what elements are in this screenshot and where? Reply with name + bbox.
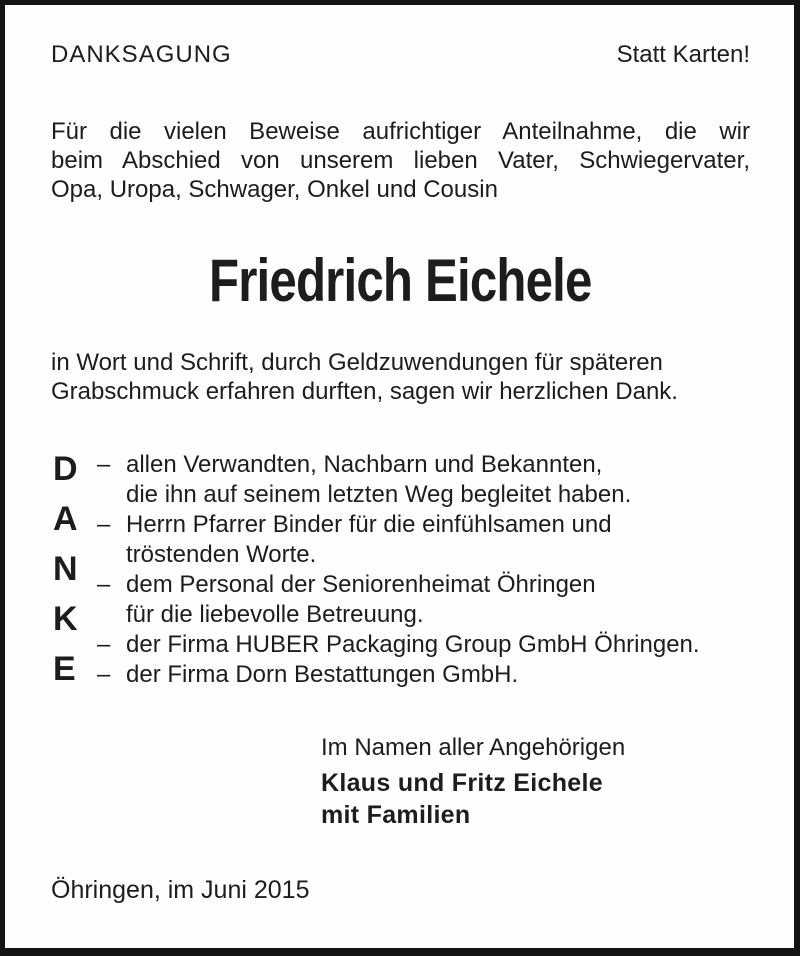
intro-line: beim Abschied von unserem lieben Vater, Schwiegervater, bbox=[51, 147, 750, 174]
deceased-name bbox=[51, 246, 750, 316]
danke-letter: N bbox=[53, 550, 78, 588]
list-item-continuation bbox=[97, 480, 750, 510]
intro-line: Opa, Uropa, Schwager, Onkel und Cousin bbox=[51, 176, 498, 203]
danke-letter: K bbox=[53, 600, 78, 638]
thanks-paragraph bbox=[51, 348, 750, 406]
danke-letter: E bbox=[53, 650, 76, 688]
deceased-name-text: Friedrich Eichele bbox=[209, 247, 592, 314]
intro-paragraph bbox=[51, 117, 750, 204]
dash-bullet: – bbox=[97, 631, 111, 658]
thanks-line: in Wort und Schrift, durch Geldzuwendungen für späteren bbox=[51, 349, 663, 376]
section-label: DANKSAGUNG bbox=[51, 41, 232, 68]
notice-card bbox=[5, 5, 794, 948]
list-item bbox=[97, 450, 750, 480]
danke-letter: D bbox=[53, 450, 78, 488]
dash-spacer bbox=[97, 540, 126, 570]
list-item-text: dem Personal der Seniorenheimat Öhringen bbox=[126, 571, 596, 598]
list-item-text: der Firma Dorn Bestattungen GmbH. bbox=[126, 661, 519, 688]
thanks-list bbox=[97, 450, 750, 690]
list-item-continuation bbox=[97, 600, 750, 630]
dash-bullet: – bbox=[97, 661, 111, 688]
list-item-text: allen Verwandten, Nachbarn und Bekannten, bbox=[126, 451, 603, 478]
danke-acronym bbox=[51, 450, 97, 690]
list-item bbox=[97, 660, 750, 690]
signature-names: Klaus und Fritz Eichele bbox=[321, 769, 603, 797]
list-item-text: die ihn auf seinem letzten Weg begleitet haben. bbox=[126, 481, 632, 508]
danke-letter: A bbox=[53, 500, 78, 538]
dash-bullet: – bbox=[97, 571, 111, 598]
list-item-text: Herrn Pfarrer Binder für die einfühlsamen und bbox=[126, 511, 612, 538]
dash-bullet: – bbox=[97, 451, 111, 478]
dash-bullet: – bbox=[97, 511, 111, 538]
intro-line: Für die vielen Beweise aufrichtiger Anteilnahme, die wir bbox=[51, 118, 750, 145]
thanks-line: Grabschmuck erfahren durften, sagen wir herzlichen Dank. bbox=[51, 378, 678, 405]
signature-suffix: mit Familien bbox=[321, 801, 471, 829]
list-item bbox=[97, 510, 750, 540]
list-item bbox=[97, 570, 750, 600]
danke-section bbox=[51, 450, 750, 690]
signature-block bbox=[51, 733, 750, 831]
header-row bbox=[51, 41, 750, 69]
place-date: Öhringen, im Juni 2015 bbox=[51, 876, 310, 904]
dash-spacer bbox=[97, 480, 126, 510]
signature-intro: Im Namen aller Angehörigen bbox=[321, 734, 626, 761]
list-item-text: der Firma HUBER Packaging Group GmbH Öhringen. bbox=[126, 631, 700, 658]
list-item bbox=[97, 630, 750, 660]
list-item-text: für die liebevolle Betreuung. bbox=[126, 601, 424, 628]
dash-spacer bbox=[97, 600, 126, 630]
list-item-text: tröstenden Worte. bbox=[126, 541, 317, 568]
statt-karten-note: Statt Karten! bbox=[616, 41, 750, 68]
list-item-continuation bbox=[97, 540, 750, 570]
